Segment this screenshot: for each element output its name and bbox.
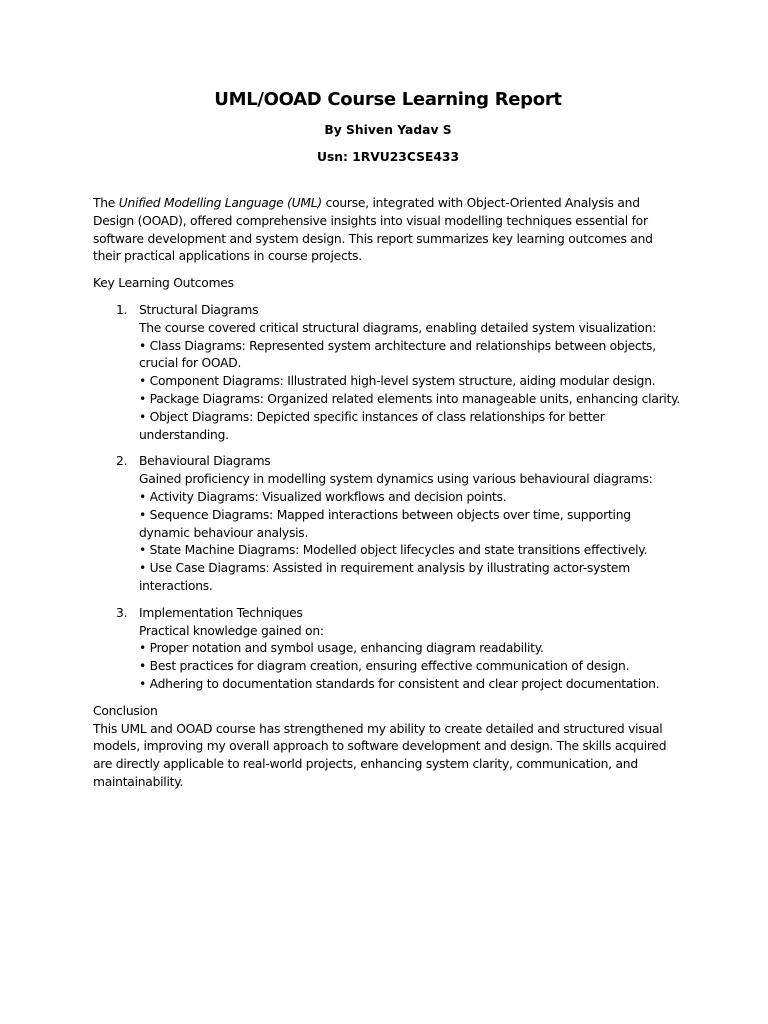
outcomes-list <box>93 302 683 694</box>
conclusion-heading: Conclusion <box>93 703 158 718</box>
outcomes-heading: Key Learning Outcomes <box>93 276 234 291</box>
conclusion-section <box>93 703 683 792</box>
section-heading: Implementation Techniques <box>139 605 303 620</box>
document-title: UML/OOAD Course Learning Report <box>214 89 562 110</box>
intro-emphasis: Unified Modelling Language (UML) <box>118 196 322 210</box>
bullet-item: • Package Diagrams: Organized related elements into manageable units, enhancing clarity. <box>139 391 681 406</box>
section-number: 3. <box>116 605 128 620</box>
section-number: 1. <box>116 302 128 317</box>
bullet-item: • Proper notation and symbol usage, enhancing diagram readability. <box>139 641 544 656</box>
bullet-item: • Adhering to documentation standards for consistent and clear project documentation. <box>139 676 660 691</box>
section-lead: Gained proficiency in modelling system dynamics using various behavioural diagrams: <box>139 472 653 487</box>
bullet-item: • Component Diagrams: Illustrated high-level system structure, aiding modular design. <box>139 374 656 389</box>
section-implementation <box>93 605 683 694</box>
bullet-item: • Best practices for diagram creation, ensuring effective communication of design. <box>139 659 630 674</box>
document-page <box>93 88 683 792</box>
usn-line: Usn: 1RVU23CSE433 <box>316 150 460 164</box>
section-lead: Practical knowledge gained on: <box>139 623 324 638</box>
section-structural <box>93 302 683 444</box>
section-number: 2. <box>116 454 128 469</box>
section-heading: Behavioural Diagrams <box>139 454 271 469</box>
section-lead: The course covered critical structural diagrams, enabling detailed system visualization: <box>139 320 657 335</box>
bullet-item: • Class Diagrams: Represented system architecture and relationships between objects, crucial for OOAD. <box>139 338 656 371</box>
bullet-item: • State Machine Diagrams: Modelled object lifecycles and state transitions effectively. <box>139 543 648 558</box>
author-byline: By Shiven Yadav S <box>324 123 452 137</box>
bullet-item: • Object Diagrams: Depicted specific instances of class relationships for better understanding. <box>139 409 605 442</box>
bullet-item: • Activity Diagrams: Visualized workflows and decision points. <box>139 489 507 504</box>
section-behavioural <box>93 453 683 595</box>
bullet-item: • Use Case Diagrams: Assisted in requirement analysis by illustrating actor-system interactions. <box>139 561 630 593</box>
section-heading: Structural Diagrams <box>139 302 259 317</box>
bullet-item: • Sequence Diagrams: Mapped interactions between objects over time, supporting dynamic behaviour analysis. <box>139 507 631 540</box>
intro-paragraph <box>93 195 683 266</box>
intro-post: course, integrated with Object-Oriented Analysis and Design (OOAD), offered comprehensive insights into visual modelling techniques essential for software development and system design. This report summarizes key learning outcomes and their practical applications in course projects. <box>93 196 653 264</box>
conclusion-text: This UML and OOAD course has strengthened my ability to create detailed and structured visual models, improving my overall approach to software development and design. The skills acquired are directly applicable to real-world projects, enhancing system clarity, communication, and maintainability. <box>93 721 667 789</box>
intro-pre: The <box>93 196 119 210</box>
